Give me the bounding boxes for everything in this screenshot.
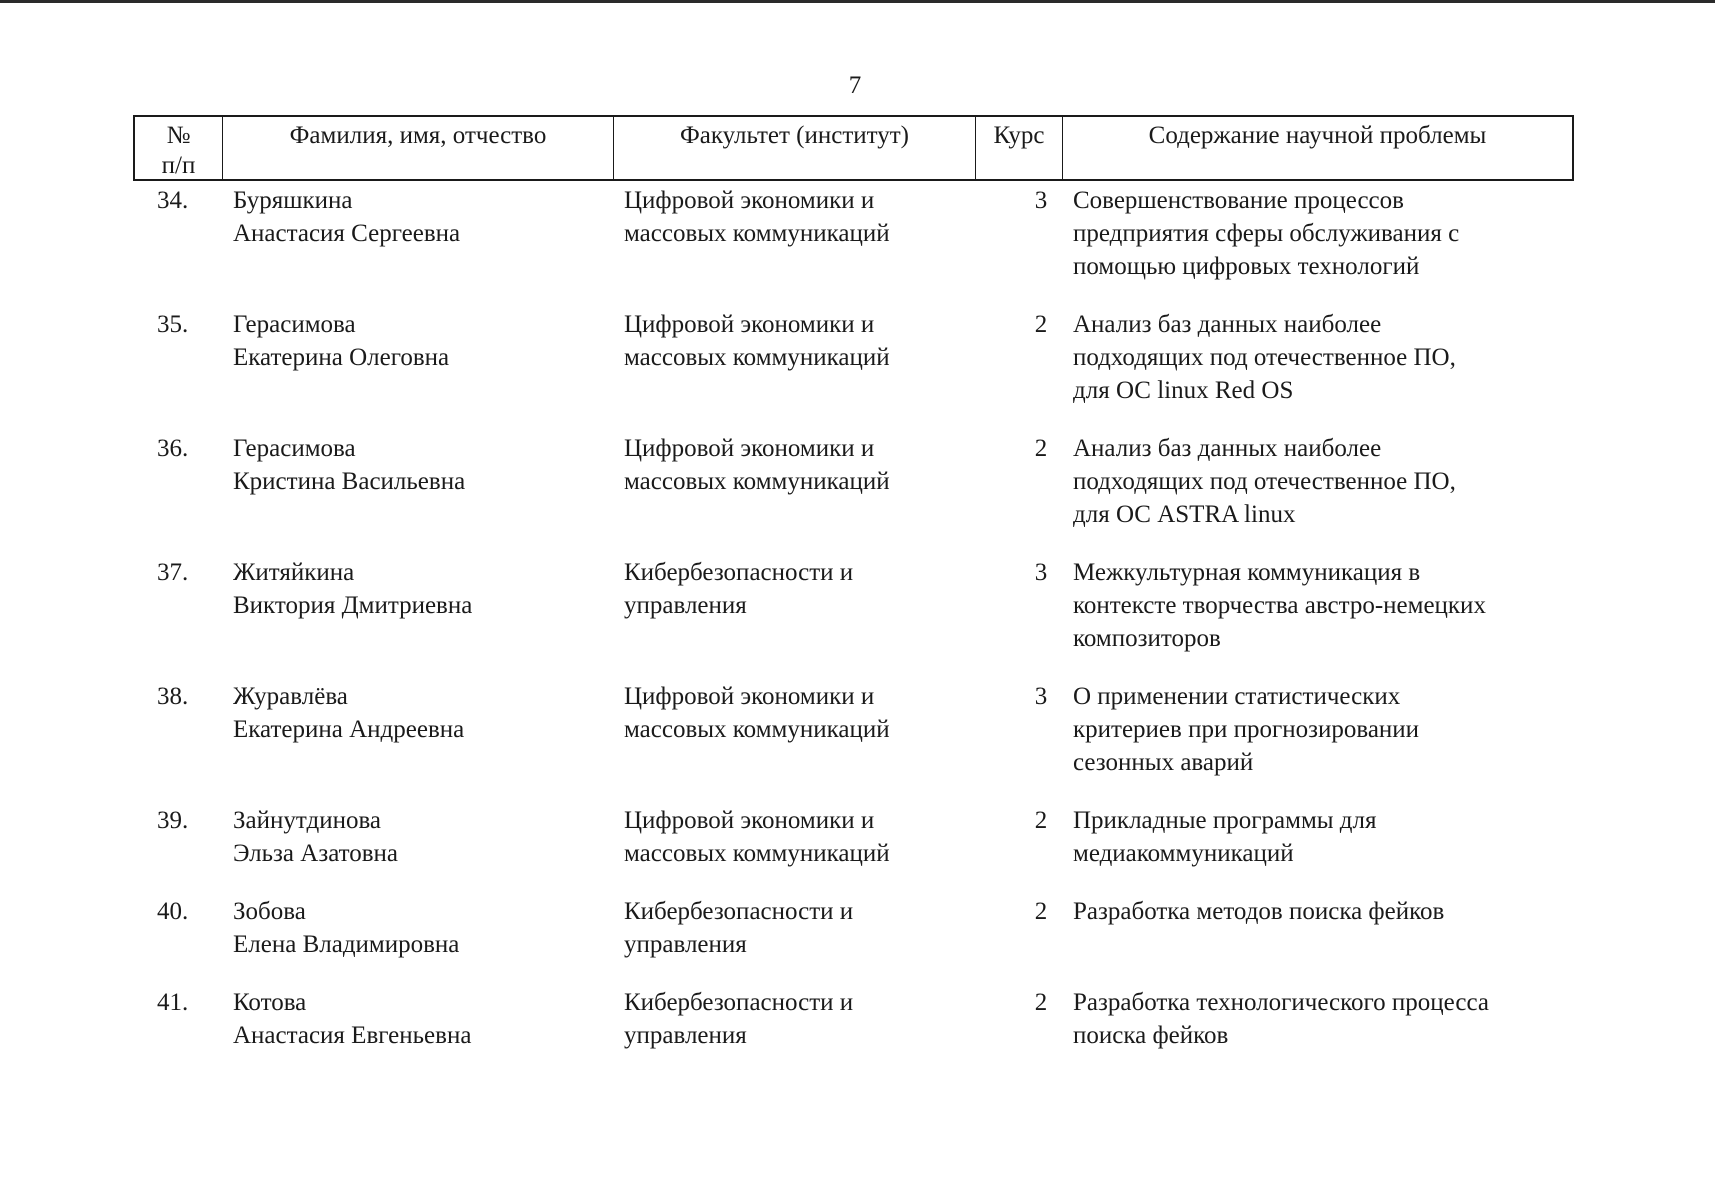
row-surname: Журавлёва: [233, 683, 348, 710]
row-faculty-line: массовых коммуникаций: [624, 468, 890, 495]
row-given-name: Екатерина Олеговна: [233, 344, 450, 371]
row-number: 34.: [157, 187, 189, 214]
row-name: [233, 556, 613, 622]
row-given-name: Кристина Васильевна: [233, 468, 466, 495]
row-faculty-line: Цифровой экономики и: [624, 311, 875, 338]
header-number-sign: №: [166, 122, 191, 149]
row-surname: Житяйкина: [233, 559, 355, 586]
row-course: 3: [1034, 683, 1048, 710]
row-course: 3: [1034, 559, 1048, 586]
row-given-name: Елена Владимировна: [233, 931, 460, 958]
row-faculty-line: Кибербезопасности и: [624, 989, 854, 1016]
row-faculty: [624, 184, 974, 250]
row-topic-line: предприятия сферы обслуживания с: [1073, 220, 1460, 247]
row-name: [233, 986, 613, 1052]
header-topic: Содержание научной проблемы: [1148, 122, 1487, 149]
row-faculty-line: управления: [624, 1022, 747, 1049]
row-topic: [1073, 986, 1573, 1052]
row-surname: Зайнутдинова: [233, 807, 382, 834]
row-faculty-line: массовых коммуникаций: [624, 716, 890, 743]
row-faculty-line: Цифровой экономики и: [624, 683, 875, 710]
row-course: 2: [1034, 989, 1048, 1016]
table-header: [133, 115, 1574, 181]
row-name: [233, 804, 613, 870]
row-name: [233, 308, 613, 374]
row-course: 2: [1034, 898, 1048, 925]
row-topic-line: О применении статистических: [1073, 683, 1401, 710]
row-faculty: [624, 804, 974, 870]
row-course: 3: [1034, 187, 1048, 214]
row-number: 41.: [157, 989, 189, 1016]
row-topic-line: Анализ баз данных наиболее: [1073, 311, 1382, 338]
row-topic-line: для ОС linux Red OS: [1073, 377, 1294, 404]
row-topic: [1073, 804, 1573, 870]
row-surname: Буряшкина: [233, 187, 353, 214]
row-topic-line: Анализ баз данных наиболее: [1073, 435, 1382, 462]
row-surname: Зобова: [233, 898, 306, 925]
header-course: Курс: [976, 117, 1063, 179]
row-topic-line: поиска фейков: [1073, 1022, 1229, 1049]
row-name: [233, 432, 613, 498]
row-surname: Герасимова: [233, 435, 356, 462]
row-topic-line: критериев при прогнозировании: [1073, 716, 1420, 743]
row-topic-line: медиакоммуникаций: [1073, 840, 1294, 867]
row-topic-line: композиторов: [1073, 625, 1221, 652]
row-faculty-line: массовых коммуникаций: [624, 220, 890, 247]
row-topic: [1073, 308, 1573, 407]
row-course: 2: [1034, 807, 1048, 834]
row-given-name: Анастасия Евгеньевна: [233, 1022, 472, 1049]
row-course: 2: [1034, 435, 1048, 462]
row-course: 2: [1034, 311, 1048, 338]
page-number: 7: [848, 72, 862, 99]
row-topic-line: Межкультурная коммуникация в: [1073, 559, 1421, 586]
row-topic: [1073, 895, 1573, 928]
row-faculty: [624, 308, 974, 374]
row-faculty-line: массовых коммуникаций: [624, 840, 890, 867]
row-given-name: Виктория Дмитриевна: [233, 592, 473, 619]
row-topic-line: для ОС ASTRA linux: [1073, 501, 1296, 528]
row-surname: Герасимова: [233, 311, 356, 338]
row-number: 40.: [157, 898, 189, 925]
row-topic-line: Прикладные программы для: [1073, 807, 1377, 834]
row-topic-line: Разработка технологического процесса: [1073, 989, 1489, 1016]
row-faculty: [624, 432, 974, 498]
row-number: 38.: [157, 683, 189, 710]
row-name: [233, 895, 613, 961]
top-scan-rule: [0, 0, 1715, 3]
row-topic-line: подходящих под отечественное ПО,: [1073, 468, 1456, 495]
row-number: 37.: [157, 559, 189, 586]
row-surname: Котова: [233, 989, 307, 1016]
row-faculty-line: Цифровой экономики и: [624, 187, 875, 214]
row-topic: [1073, 184, 1573, 283]
row-faculty-line: массовых коммуникаций: [624, 344, 890, 371]
row-topic-line: Совершенствование процессов: [1073, 187, 1404, 214]
row-faculty: [624, 680, 974, 746]
row-number: 39.: [157, 807, 189, 834]
row-faculty-line: Цифровой экономики и: [624, 807, 875, 834]
row-faculty: [624, 895, 974, 961]
row-name: [233, 184, 613, 250]
row-faculty: [624, 556, 974, 622]
row-topic-line: контексте творчества австро-немецких: [1073, 592, 1486, 619]
row-faculty-line: Кибербезопасности и: [624, 559, 854, 586]
row-topic: [1073, 680, 1573, 779]
row-number: 35.: [157, 311, 189, 338]
row-faculty-line: управления: [624, 931, 747, 958]
row-faculty: [624, 986, 974, 1052]
row-topic: [1073, 556, 1573, 655]
header-faculty: Факультет (институт): [614, 117, 976, 179]
row-topic-line: подходящих под отечественное ПО,: [1073, 344, 1456, 371]
header-number: [135, 117, 223, 179]
row-topic-line: Разработка методов поиска фейков: [1073, 898, 1445, 925]
row-topic-line: помощью цифровых технологий: [1073, 253, 1420, 280]
row-faculty-line: управления: [624, 592, 747, 619]
row-given-name: Анастасия Сергеевна: [233, 220, 461, 247]
header-name: Фамилия, имя, отчество: [223, 117, 614, 179]
row-topic-line: сезонных аварий: [1073, 749, 1254, 776]
row-given-name: Екатерина Андреевна: [233, 716, 465, 743]
row-faculty-line: Кибербезопасности и: [624, 898, 854, 925]
row-topic: [1073, 432, 1573, 531]
row-number: 36.: [157, 435, 189, 462]
row-given-name: Эльза Азатовна: [233, 840, 399, 867]
row-faculty-line: Цифровой экономики и: [624, 435, 875, 462]
header-number-abbr: п/п: [161, 152, 196, 179]
row-name: [233, 680, 613, 746]
